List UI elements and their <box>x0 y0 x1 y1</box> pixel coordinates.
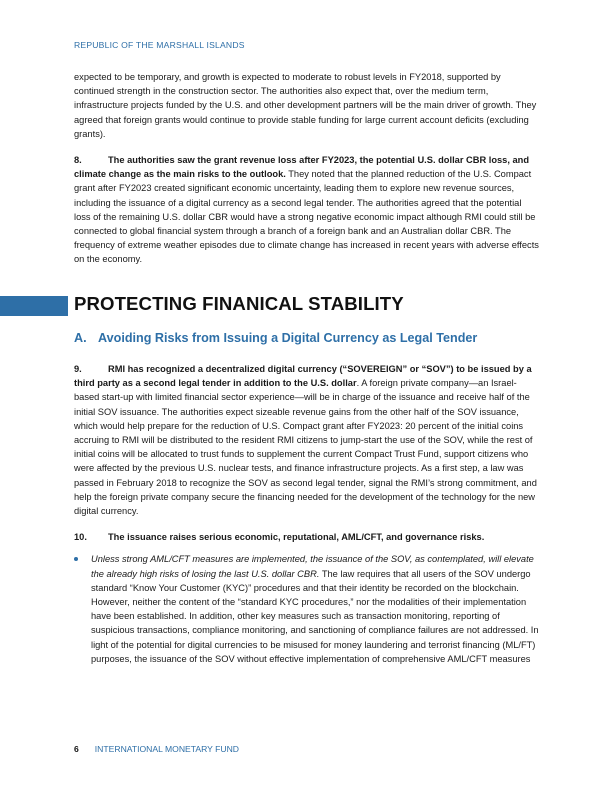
bullet-italic-lead: Unless strong AML/CFT measures are implemented, the issuance of the SOV, as contemplated, will elevate the already high risks of losing the last U.S. dollar CBR. <box>91 554 534 579</box>
paragraph-9 <box>74 362 540 518</box>
paragraph-8-body: They noted that the planned reduction of the U.S. Compact grant after FY2023 created significant economic uncertainty, leading them to explore new revenue sources, including the issuance of a digital currency as a second legal tender. The authorities agreed that the potential loss of the remaining U.S. dollar CBR would have a strong negative economic impact although RMI could still be connected to global financial system through a branch of a foreign bank and an Australian dollar CBR. The frequency of extreme weather episodes due to climate change has increased in recent years with adverse effects on the economy. <box>74 169 539 265</box>
paragraph-8 <box>74 153 540 267</box>
subsection-title-text: Avoiding Risks from Issuing a Digital Currency as Legal Tender <box>98 331 478 345</box>
page-footer <box>74 744 239 754</box>
body-bottom <box>74 362 540 666</box>
paragraph-8-number: 8. <box>74 155 82 166</box>
paragraph-10 <box>74 530 540 544</box>
bullet-text <box>91 552 540 666</box>
bullet-dot-icon <box>74 557 78 561</box>
section-title: PROTECTING FINANICAL STABILITY <box>74 293 404 314</box>
paragraph-9-number: 9. <box>74 364 82 374</box>
footer-publisher: INTERNATIONAL MONETARY FUND <box>94 744 239 754</box>
paragraph-8-lead: The authorities saw the grant revenue loss after FY2023, the potential U.S. dollar CBR loss, and climate change as the main risks to the outlook. <box>74 155 530 180</box>
bullet-item <box>74 552 540 666</box>
paragraph-9-lead: RMI has recognized a decentralized digital currency (“SOVEREIGN” or “SOV”) to be issued by a third party as a second legal tender in addition to the U.S. dollar <box>74 364 532 389</box>
paragraph-10-lead: The issuance raises serious economic, reputational, AML/CFT, and governance risks. <box>108 532 485 543</box>
subsection-letter: A. <box>74 331 87 345</box>
bullet-body: The law requires that all users of the SOV undergo standard “Know Your Customer (KYC)” procedures and that their identity be recorded on the blockchain. However, neither the content of the “standard KYC procedures,” nor the modalities of their implementation have been established. In addition, other key measures such as transaction monitoring, reporting of suspicious transactions, compliance monitoring, and sanctioning of compliance failures are not addressed. In light of the potential for digital currencies to be misused for money laundering and terrorist financing (ML/FT) purposes, the issuance of the SOV without effective implementation of comprehensive AML/CFT measures <box>91 568 539 664</box>
paragraph-9-body: . A foreign private company—an Israel-based start-up with limited financial sector experience—will be in charge of the issuance and receive half of the initial SOV issuance. The authorities expect sizeable revenue gains from the other half of the SOV issuance, which would help prepare for the reduction of U.S. Compact grant after FY2023: 20 percent of the initial coins accruing to RMI will be distributed to the resident RMI citizens to jump-start the use of the SOV, while the rest of initial coins will be allocated to trust funds to supplement the current Compact Trust Fund, support citizens who were affected by the previous U.S. nuclear tests, and finance infrastructure projects. As a first step, a law was passed in February 2018 to recognize the SOV as second legal tender, signal the RMI’s strong commitment, and help the foreign private company secure the financing needed for the development of the technology for the new digital currency. <box>74 378 537 517</box>
section-accent-bar <box>0 296 68 316</box>
running-header: REPUBLIC OF THE MARSHALL ISLANDS <box>74 40 245 50</box>
paragraph-10-number: 10. <box>74 532 87 543</box>
body-top <box>74 70 540 267</box>
intro-paragraph: expected to be temporary, and growth is expected to moderate to robust levels in FY2018, supported by continued strength in the construction sector. The authorities also expect that, over the medium term, infrastructure projects funded by the U.S. and other development partners will be the main driver of growth. They agreed that foreign grants would continue to provide stable funding for large current account deficits (excluding grants). <box>74 72 537 139</box>
subsection-title <box>74 331 477 345</box>
page-number: 6 <box>74 744 79 754</box>
